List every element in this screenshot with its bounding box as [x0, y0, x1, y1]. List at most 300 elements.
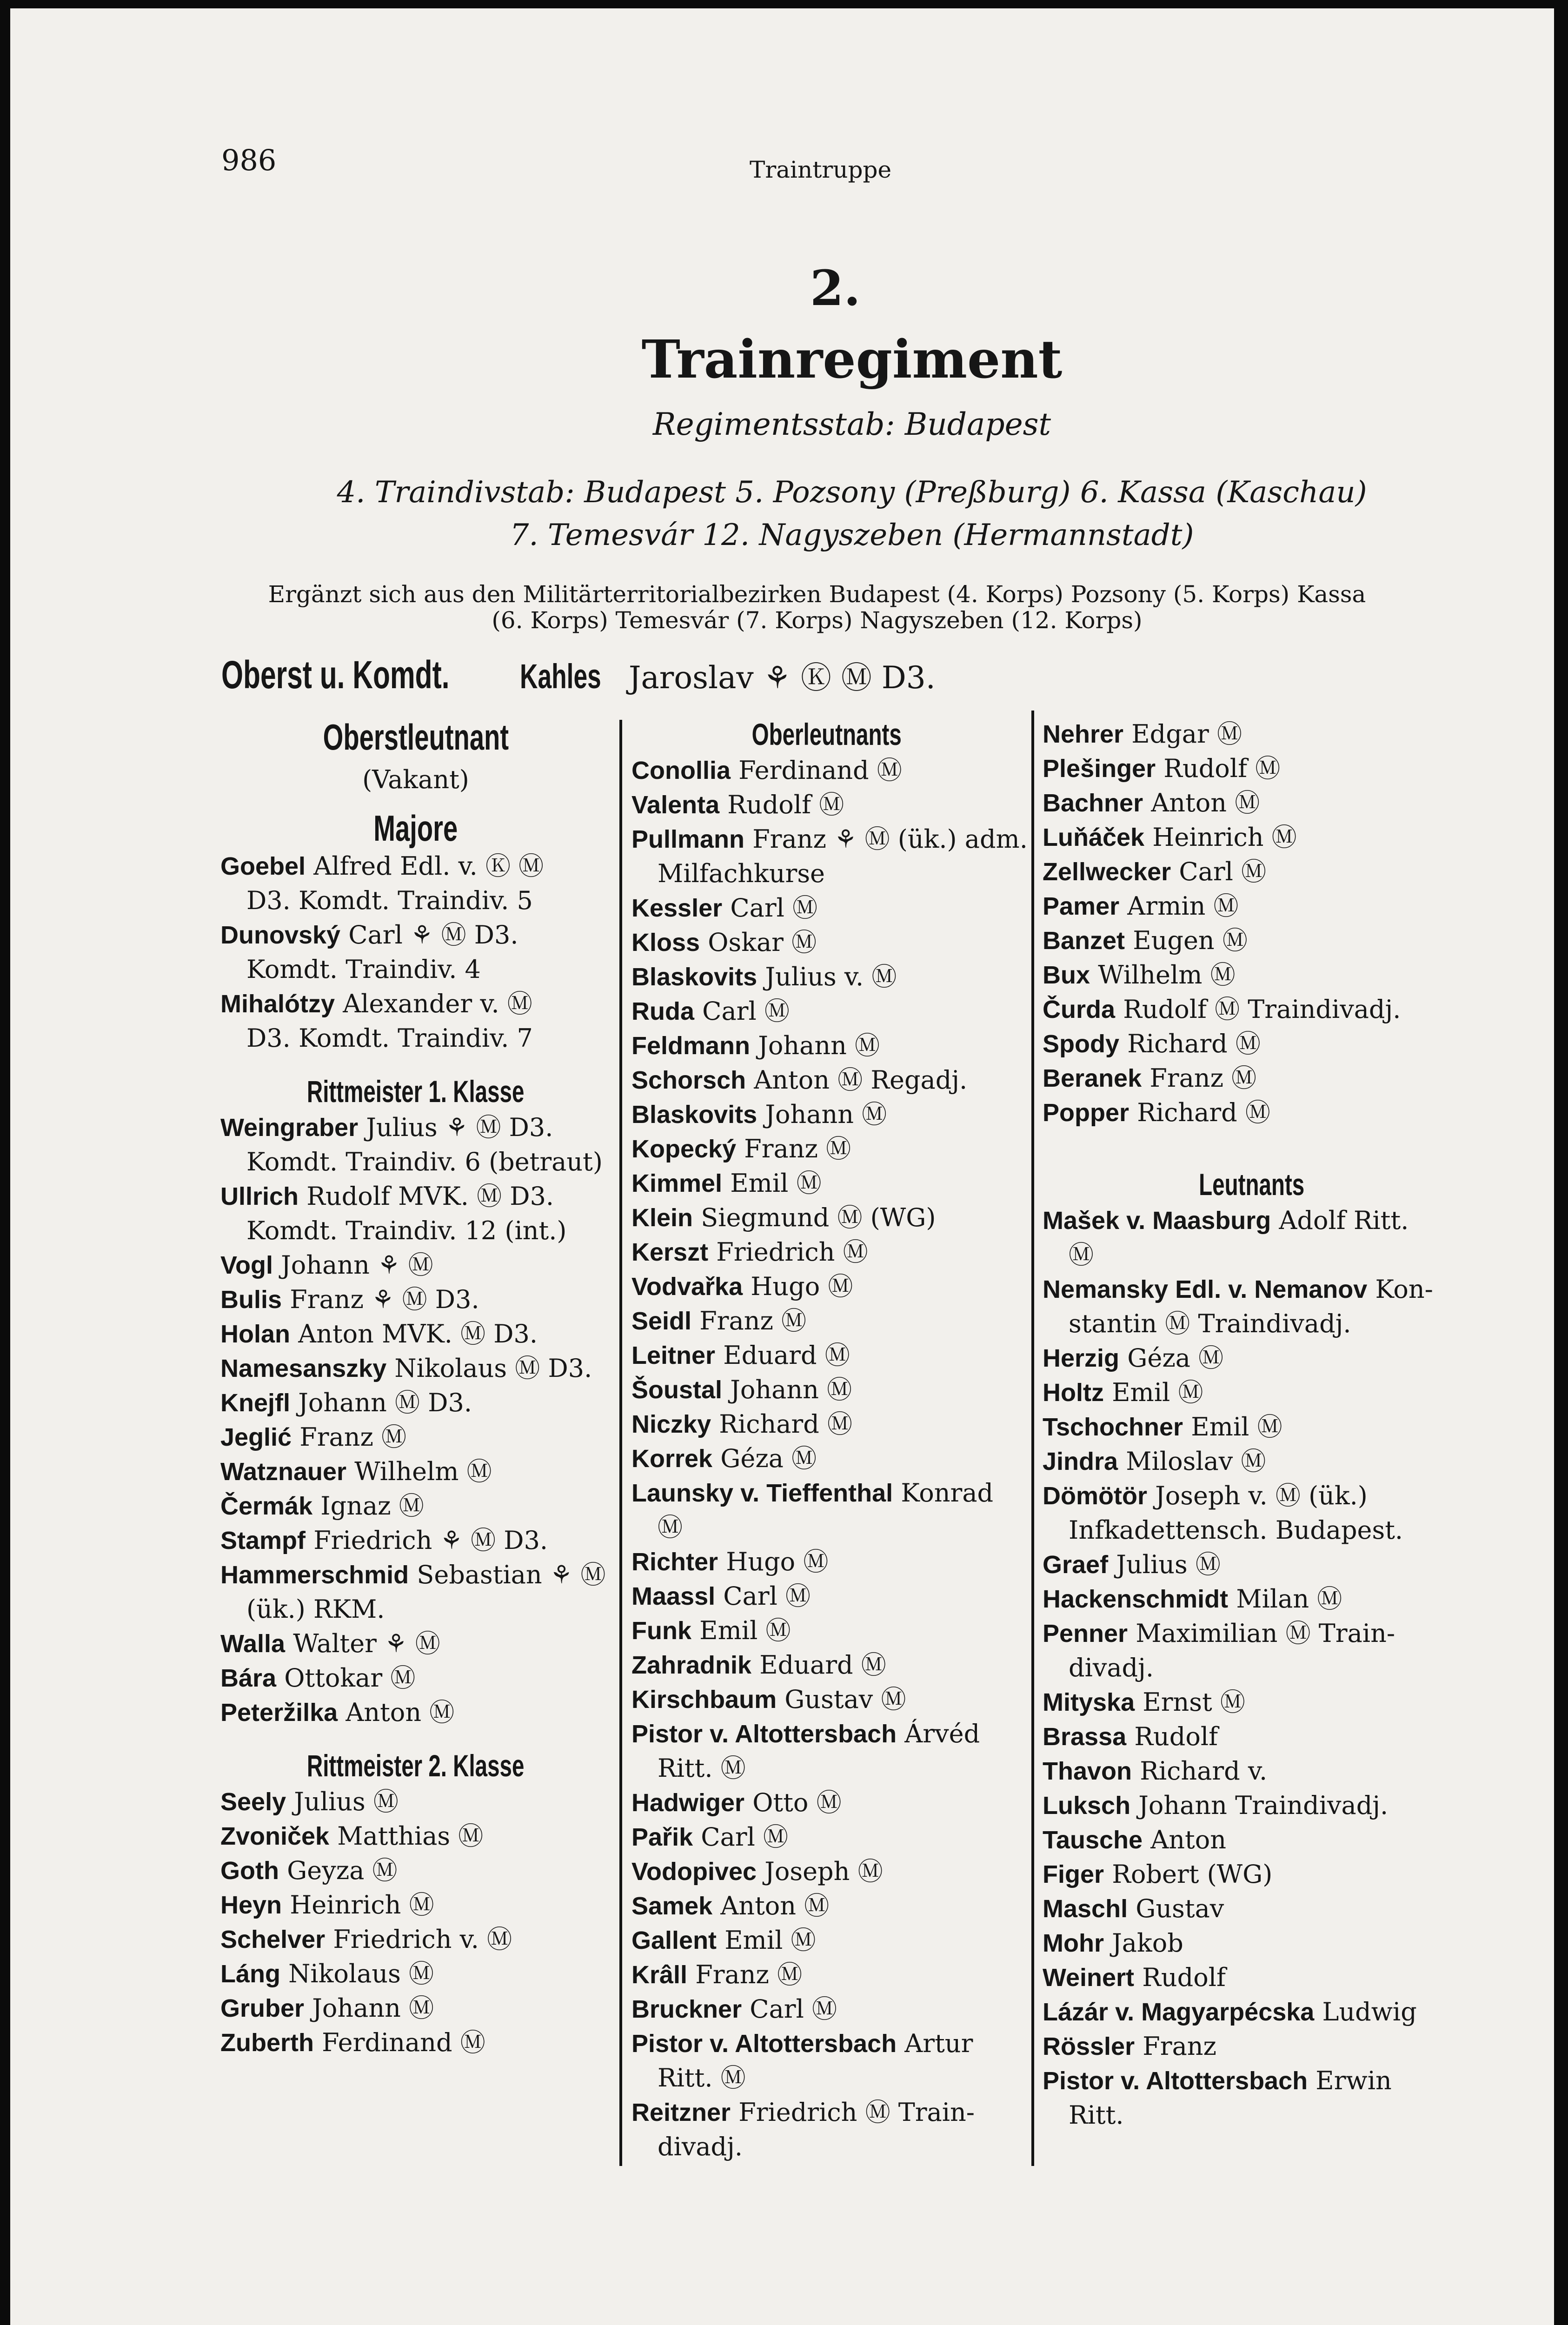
officer-surname: Feldmann [631, 1032, 751, 1060]
officer-surname: Tausche [1043, 1826, 1143, 1854]
roster-entry [1043, 2064, 1461, 2098]
officer-surname: Maassl [631, 1582, 716, 1610]
officer-surname: Leitner [631, 1342, 716, 1369]
roster-entry [220, 1888, 611, 1922]
roster-entry [220, 2026, 611, 2060]
roster-entry [1043, 1995, 1461, 2029]
officer-surname: Knejfl [220, 1389, 291, 1417]
roster-entry [220, 1248, 611, 1282]
officer-surname: Pistor v. Altottersbach [1043, 2067, 1308, 2095]
officer-surname: Tschochner [1043, 1413, 1183, 1441]
officer-details: Wilhelm Ⓜ [354, 1457, 492, 1486]
roster-entry-continuation: Ⓜ [1069, 1240, 1094, 1269]
roster-entry [631, 1992, 1022, 2026]
roster-entry [1043, 1616, 1461, 1651]
officer-details: Richard Ⓜ [719, 1409, 852, 1439]
officer-surname: Jeglić [220, 1423, 292, 1451]
roster-entry [631, 1166, 1022, 1201]
officer-surname: Rössler [1043, 2033, 1135, 2060]
officer-surname: Namesanszky [220, 1355, 387, 1382]
leutnants-heading-text: Leutnants [1199, 1167, 1305, 1202]
officer-surname: Banzet [1043, 927, 1125, 955]
roster-entry [220, 1991, 611, 2026]
roster-entry [631, 2026, 1022, 2061]
column-divider-left [619, 720, 622, 2166]
officer-details: Kon- [1375, 1275, 1433, 1304]
roster-entry [631, 1958, 1022, 1992]
officer-details: Friedrich Ⓜ Train- [738, 2098, 975, 2127]
officer-surname: Hammerschmid [220, 1561, 409, 1589]
column-leutnants [1043, 717, 1461, 2132]
roster-entry [631, 1854, 1022, 1889]
officer-details: Siegmund Ⓜ (WG) [701, 1203, 936, 1232]
recruitment-note [219, 581, 1415, 633]
roster-entry [220, 1558, 611, 1592]
roster-entry [220, 1317, 611, 1351]
roster-entry [631, 788, 1022, 822]
roster-entry [1043, 1788, 1461, 1823]
commander-line [221, 652, 936, 698]
officer-surname: Zahradnik [631, 1651, 752, 1679]
roster-entry [1043, 1926, 1461, 1960]
roster-entry [220, 849, 611, 884]
roster-entry [220, 1489, 611, 1523]
roster-entry [631, 1063, 1022, 1097]
officer-details: Heinrich Ⓜ [290, 1890, 434, 1920]
officer-details: Géza Ⓜ [720, 1444, 817, 1473]
officer-surname: Dömötör [1043, 1482, 1147, 1510]
officer-details: Edgar Ⓜ [1131, 719, 1242, 749]
roster-entry [1043, 1857, 1461, 1892]
officer-surname: Kessler [631, 894, 723, 922]
officer-details: Adolf Ritt. [1279, 1206, 1409, 1235]
roster-entry [631, 1029, 1022, 1063]
officer-details: Ferdinand Ⓜ [322, 2028, 485, 2057]
officer-surname: Weingraber [220, 1114, 359, 1142]
officer-details: Rudolf MVK. Ⓜ D3. [306, 1182, 554, 1211]
officer-details: Hugo Ⓜ [726, 1547, 829, 1576]
officer-surname: Jindra [1043, 1448, 1118, 1475]
officer-details: Otto Ⓜ [752, 1788, 842, 1817]
roster-entry [631, 1889, 1022, 1923]
roster-entry [220, 1853, 611, 1888]
officer-surname: Brassa [1043, 1723, 1127, 1751]
officer-surname: Hadwiger [631, 1789, 745, 1817]
roster-entry [220, 1455, 611, 1489]
officer-details: Franz ⚘ Ⓜ D3. [290, 1285, 479, 1314]
roster-entry [1043, 855, 1461, 889]
roster-entry-continuation: Ⓜ [658, 1513, 683, 1542]
roster-entry [220, 1351, 611, 1386]
officer-surname: Holan [220, 1320, 291, 1348]
roster-entry [631, 1579, 1022, 1614]
officer-details: Ludwig [1322, 1997, 1417, 2026]
officer-surname: Mašek v. Maasburg [1043, 1207, 1271, 1235]
officer-details: Géza Ⓜ [1127, 1343, 1224, 1373]
roster-entry [631, 1407, 1022, 1442]
officer-details: Franz Ⓜ [699, 1306, 807, 1335]
officer-details: Franz ⚘ Ⓜ (ük.) adm. [752, 824, 1028, 854]
officer-details: Franz Ⓜ [299, 1422, 407, 1452]
roster-entry [1043, 2029, 1461, 2064]
roster-entry [631, 1132, 1022, 1166]
roster-entry [1043, 1582, 1461, 1616]
roster-entry-continuation: Komdt. Traindiv. 4 [246, 955, 481, 984]
roster-entry [631, 891, 1022, 925]
officer-surname: Reitzner [631, 2099, 731, 2126]
officer-surname: Bachner [1043, 789, 1143, 817]
roster-entry [1043, 1479, 1461, 1513]
officer-details: Carl ⚘ Ⓜ D3. [348, 920, 518, 950]
roster-entry [220, 1695, 611, 1730]
officer-surname: Weinert [1043, 1964, 1135, 1992]
officer-details: Emil Ⓜ [724, 1926, 816, 1955]
officer-details: Friedrich v. Ⓜ [333, 1925, 512, 1954]
officer-surname: Plešinger [1043, 755, 1156, 783]
majore-heading [220, 808, 611, 849]
roster-entry [631, 1097, 1022, 1132]
officer-surname: Šoustal [631, 1376, 723, 1404]
officer-surname: Watznauer [220, 1458, 347, 1486]
officer-surname: Čermák [220, 1492, 313, 1520]
officer-details: Carl Ⓜ [723, 1581, 811, 1611]
officer-surname: Mihalótzy [220, 990, 335, 1018]
roster-entry-continuation: D3. Komdt. Traindiv. 7 [246, 1023, 533, 1053]
officer-surname: Kopecký [631, 1135, 737, 1163]
roster-entry [631, 994, 1022, 1029]
roster-entry [631, 1648, 1022, 1682]
officer-details: Joseph v. Ⓜ (ük.) [1155, 1481, 1368, 1510]
oberstleutnant-vacant: (Vakant) [362, 765, 469, 794]
officer-details: Richard Ⓜ [1127, 1029, 1261, 1058]
officer-details: Anton Ⓜ [1151, 788, 1260, 817]
officer-details: Artur [904, 2029, 973, 2058]
officer-surname: Spody [1043, 1030, 1120, 1058]
officer-details: Friedrich Ⓜ [716, 1237, 868, 1267]
officer-details: Julius Ⓜ [294, 1787, 399, 1816]
officer-surname: Conollia [631, 757, 731, 784]
officer-details: Eduard Ⓜ [723, 1341, 850, 1370]
roster-entry [1043, 958, 1461, 992]
oberstleutnant-heading-text: Oberstleutnant [323, 717, 509, 757]
officer-details: Sebastian ⚘ Ⓜ [417, 1560, 606, 1589]
roster-entry [1043, 1410, 1461, 1444]
recruitment-line-1: Ergänzt sich aus den Militärterritorialbezirken Budapest (4. Korps) Pozsony (5. Korps) Kassa [268, 581, 1366, 608]
roster-entry [220, 1957, 611, 1991]
roster-entry [220, 1785, 611, 1819]
oberleutnants-heading [631, 717, 1022, 753]
roster-entry [220, 1661, 611, 1695]
officer-details: Ernst Ⓜ [1143, 1687, 1245, 1717]
roster-entry-continuation: D3. Komdt. Traindiv. 5 [246, 886, 533, 915]
roster-entry [220, 987, 611, 1021]
officer-surname: Holtz [1043, 1379, 1104, 1407]
officer-surname: Nehrer [1043, 720, 1124, 748]
roster-entry [220, 1922, 611, 1957]
officer-details: Anton Ⓜ [345, 1698, 455, 1727]
officer-surname: Bruckner [631, 1995, 742, 2023]
officer-details: Emil Ⓜ [1112, 1378, 1203, 1407]
officer-surname: Popper [1043, 1099, 1129, 1127]
divisions-line-1: 4. Traindivstab: Budapest 5. Pozsony (Preßburg) 6. Kassa (Kaschau) [337, 475, 1367, 510]
officer-details: Joseph Ⓜ [764, 1857, 883, 1886]
roster-entry [1043, 1892, 1461, 1926]
roster-entry [1043, 1960, 1461, 1995]
officer-details: Maximilian Ⓜ Train- [1136, 1619, 1395, 1648]
officer-details: Rudolf [1134, 1722, 1218, 1751]
officer-surname: Peteržilka [220, 1699, 338, 1727]
roster-entry-continuation: Ritt. Ⓜ [658, 1754, 746, 1783]
column-divider-right [1031, 711, 1034, 2166]
officer-surname: Figer [1043, 1860, 1104, 1888]
roster-entry [1043, 1823, 1461, 1857]
officer-details: Nikolaus Ⓜ D3. [394, 1354, 592, 1383]
roster-entry [1043, 1754, 1461, 1788]
roster-entry-continuation: Milfachkurse [658, 859, 825, 888]
officer-surname: Kimmel [631, 1169, 723, 1197]
officer-details: Anton Ⓜ [720, 1891, 830, 1920]
roster-entry-continuation: stantin Ⓜ Traindivadj. [1069, 1309, 1351, 1338]
roster-entry-continuation: (ük.) RKM. [246, 1594, 385, 1624]
officer-details: Armin Ⓜ [1127, 891, 1239, 921]
roster-entry [631, 1373, 1022, 1407]
officer-details: Eduard Ⓜ [759, 1650, 886, 1680]
running-title: Traintruppe [750, 156, 892, 183]
officer-details: Johann Ⓜ [765, 1100, 887, 1129]
roster-entry [631, 1442, 1022, 1476]
roster-entry [631, 2095, 1022, 2130]
officer-surname: Vodvařka [631, 1273, 743, 1301]
officer-surname: Bulis [220, 1286, 282, 1314]
officer-surname: Richter [631, 1548, 718, 1576]
roster-entry [631, 1682, 1022, 1717]
majore-heading-text: Majore [373, 808, 458, 849]
leutnants-heading [1043, 1167, 1461, 1203]
roster-entry [220, 1819, 611, 1853]
officer-details: Ferdinand Ⓜ [738, 756, 902, 785]
roster-entry [1043, 1341, 1461, 1375]
officer-surname: Vogl [220, 1251, 273, 1279]
officer-surname: Launsky v. Tieffenthal [631, 1479, 893, 1507]
officer-surname: Schelver [220, 1926, 326, 1953]
officer-surname: Schorsch [631, 1066, 746, 1094]
roster-entry-continuation: divadj. [1069, 1653, 1154, 1682]
officer-surname: Luňáček [1043, 824, 1145, 851]
officer-surname: Pamer [1043, 892, 1120, 920]
rittmeister-2-heading [220, 1748, 611, 1785]
commander-decorations: ⚘ Ⓚ Ⓜ [763, 660, 872, 696]
officer-details: Gustav Ⓜ [784, 1685, 906, 1714]
officer-surname: Beranek [1043, 1064, 1142, 1092]
roster-entry [1043, 820, 1461, 855]
officer-surname: Dunovský [220, 921, 341, 949]
officer-details: Johann Ⓜ [312, 1993, 434, 2023]
officer-details: Franz [1143, 2032, 1216, 2061]
officer-details: Árvéd [904, 1719, 980, 1748]
officer-surname: Pullmann [631, 825, 745, 853]
regiment-title: Trainregiment [641, 329, 1063, 390]
officer-surname: Valenta [631, 791, 720, 819]
document-page [10, 8, 1554, 2325]
officer-details: Anton [1150, 1825, 1227, 1854]
roster-entry [220, 1386, 611, 1420]
roster-entry-continuation: Infkadettensch. Budapest. [1069, 1515, 1403, 1545]
roster-entry [220, 918, 611, 952]
roster-entry [220, 1523, 611, 1558]
roster-entry [1043, 786, 1461, 820]
roster-entry [1043, 1375, 1461, 1410]
officer-details: Eugen Ⓜ [1133, 926, 1248, 955]
officer-details: Franz Ⓜ [744, 1134, 851, 1163]
roster-entry [220, 1179, 611, 1214]
page-number: 986 [221, 143, 277, 177]
commander-name: Kahles [520, 657, 602, 696]
oberleutnants-heading-text: Oberleutnants [751, 717, 902, 751]
roster-entry [631, 1923, 1022, 1958]
officer-details: Walter ⚘ Ⓜ [293, 1629, 440, 1658]
roster-entry [631, 1304, 1022, 1338]
roster-entry [631, 1717, 1022, 1751]
officer-surname: Kirschbaum [631, 1686, 777, 1714]
officer-surname: Samek [631, 1892, 713, 1920]
roster-entry [631, 1235, 1022, 1269]
officer-surname: Walla [220, 1630, 286, 1658]
officer-details: Konrad [901, 1478, 994, 1508]
roster-entry [1043, 1720, 1461, 1754]
officer-surname: Heyn [220, 1891, 282, 1919]
officer-surname: Klein [631, 1204, 693, 1232]
officer-details: Oskar Ⓜ [708, 928, 817, 957]
officer-surname: Maschl [1043, 1895, 1128, 1923]
roster-entry [631, 1545, 1022, 1579]
roster-entry [1043, 1685, 1461, 1720]
officer-details: Rudolf [1142, 1963, 1226, 1992]
officer-surname: Penner [1043, 1620, 1128, 1647]
officer-details: Johann Ⓜ [730, 1375, 852, 1404]
officer-surname: Korrek [631, 1445, 713, 1473]
officer-surname: Goth [220, 1857, 279, 1885]
officer-details: Rudolf Ⓜ Traindivadj. [1123, 995, 1401, 1024]
roster-entry [220, 1420, 611, 1455]
roster-entry-continuation: Ritt. Ⓜ [658, 2063, 746, 2092]
officer-details: Gustav [1136, 1894, 1224, 1923]
officer-surname: Thavon [1043, 1757, 1132, 1785]
roster-entry [631, 1201, 1022, 1235]
officer-surname: Kloss [631, 929, 700, 957]
roster-entry-continuation: Ritt. [1069, 2100, 1124, 2130]
officer-surname: Nemansky Edl. v. Nemanov [1043, 1275, 1368, 1303]
column-oberleutnants [631, 717, 1028, 2164]
officer-details: Johann Ⓜ [758, 1031, 880, 1060]
officer-details: Carl Ⓜ [750, 1994, 837, 2024]
officer-details: Carl Ⓜ [702, 996, 790, 1026]
officer-surname: Herzig [1043, 1344, 1120, 1372]
roster-entry [631, 1338, 1022, 1373]
regiment-staff: Regimentsstab: Budapest [652, 406, 1051, 442]
officer-details: Rudolf Ⓜ [727, 790, 844, 819]
officer-details: Matthias Ⓜ [337, 1821, 484, 1851]
officer-details: Emil Ⓜ [730, 1169, 822, 1198]
roster-entry [220, 1282, 611, 1317]
roster-entry [220, 1627, 611, 1661]
officer-details: Julius v. Ⓜ [765, 962, 897, 991]
roster-entry [1043, 1272, 1461, 1307]
roster-entry [1043, 1548, 1461, 1582]
officer-surname: Seely [220, 1788, 286, 1816]
officer-details: Franz Ⓜ [695, 1960, 803, 1989]
officer-details: Anton MVK. Ⓜ D3. [298, 1319, 538, 1348]
officer-details: Emil Ⓜ [699, 1616, 791, 1645]
roster-entry [1043, 889, 1461, 923]
roster-entry [220, 1110, 611, 1145]
officer-details: Johann Traindivadj. [1138, 1791, 1389, 1820]
officer-details: Carl Ⓜ [730, 893, 818, 923]
roster-entry-continuation: Komdt. Traindiv. 12 (int.) [246, 1216, 567, 1245]
roster-entry [1043, 992, 1461, 1027]
officer-surname: Čurda [1043, 996, 1116, 1023]
officer-details: Johann Ⓜ D3. [298, 1388, 472, 1417]
rittmeister-2-heading-text: Rittmeister 2. Klasse [307, 1748, 525, 1783]
officer-surname: Pistor v. Altottersbach [631, 2030, 897, 2058]
roster-entry [1043, 1061, 1461, 1096]
officer-surname: Kerszt [631, 1238, 709, 1266]
officer-surname: Graef [1043, 1551, 1109, 1579]
oberstleutnant-heading [220, 717, 611, 758]
officer-surname: Bára [220, 1664, 277, 1692]
officer-surname: Hackenschmidt [1043, 1585, 1229, 1613]
officer-surname: Funk [631, 1617, 691, 1645]
officer-details: Emil Ⓜ [1191, 1412, 1282, 1442]
officer-details: Richard v. [1140, 1756, 1268, 1786]
officer-surname: Zuberth [220, 2029, 314, 2057]
commander-rank: Oberst u. Komdt. [221, 653, 450, 697]
officer-surname: Pařik [631, 1823, 693, 1851]
roster-entry [1043, 923, 1461, 958]
officer-details: Alfred Edl. v. Ⓚ Ⓜ [313, 851, 544, 881]
officer-details: Julius Ⓜ [1116, 1550, 1221, 1579]
officer-surname: Luksch [1043, 1792, 1131, 1820]
officer-details: Miloslav Ⓜ [1126, 1447, 1266, 1476]
roster-entry [1043, 1096, 1461, 1130]
column-staff-officers [220, 717, 611, 2060]
officer-surname: Mohr [1043, 1929, 1104, 1957]
officer-details: Geyza Ⓜ [287, 1856, 398, 1885]
officer-details: Hugo Ⓜ [751, 1272, 853, 1301]
officer-details: Rudolf Ⓜ [1163, 754, 1281, 783]
officer-surname: Blaskovits [631, 1101, 757, 1129]
officer-surname: Stampf [220, 1527, 306, 1554]
officer-surname: Lázár v. Magyarpécska [1043, 1998, 1315, 2026]
officer-surname: Gruber [220, 1994, 305, 2022]
officer-surname: Blaskovits [631, 963, 757, 991]
officer-surname: Ullrich [220, 1182, 299, 1210]
officer-details: Ottokar Ⓜ [284, 1663, 416, 1693]
officer-details: Milan Ⓜ [1236, 1584, 1342, 1614]
officer-details: Robert (WG) [1112, 1860, 1273, 1889]
roster-entry [1043, 717, 1461, 751]
officer-details: Alexander v. Ⓜ [343, 989, 532, 1018]
roster-entry [631, 822, 1028, 857]
officer-surname: Vodopivec [631, 1858, 757, 1886]
officer-details: Heinrich Ⓜ [1152, 823, 1297, 852]
roster-entry [631, 1786, 1022, 1820]
roster-entry [631, 1614, 1022, 1648]
roster-entry [631, 1269, 1022, 1304]
officer-details: Richard Ⓜ [1137, 1098, 1270, 1127]
officer-surname: Goebel [220, 852, 306, 880]
officer-details: Friedrich ⚘ Ⓜ D3. [313, 1526, 548, 1555]
roster-entry [1043, 1203, 1461, 1238]
